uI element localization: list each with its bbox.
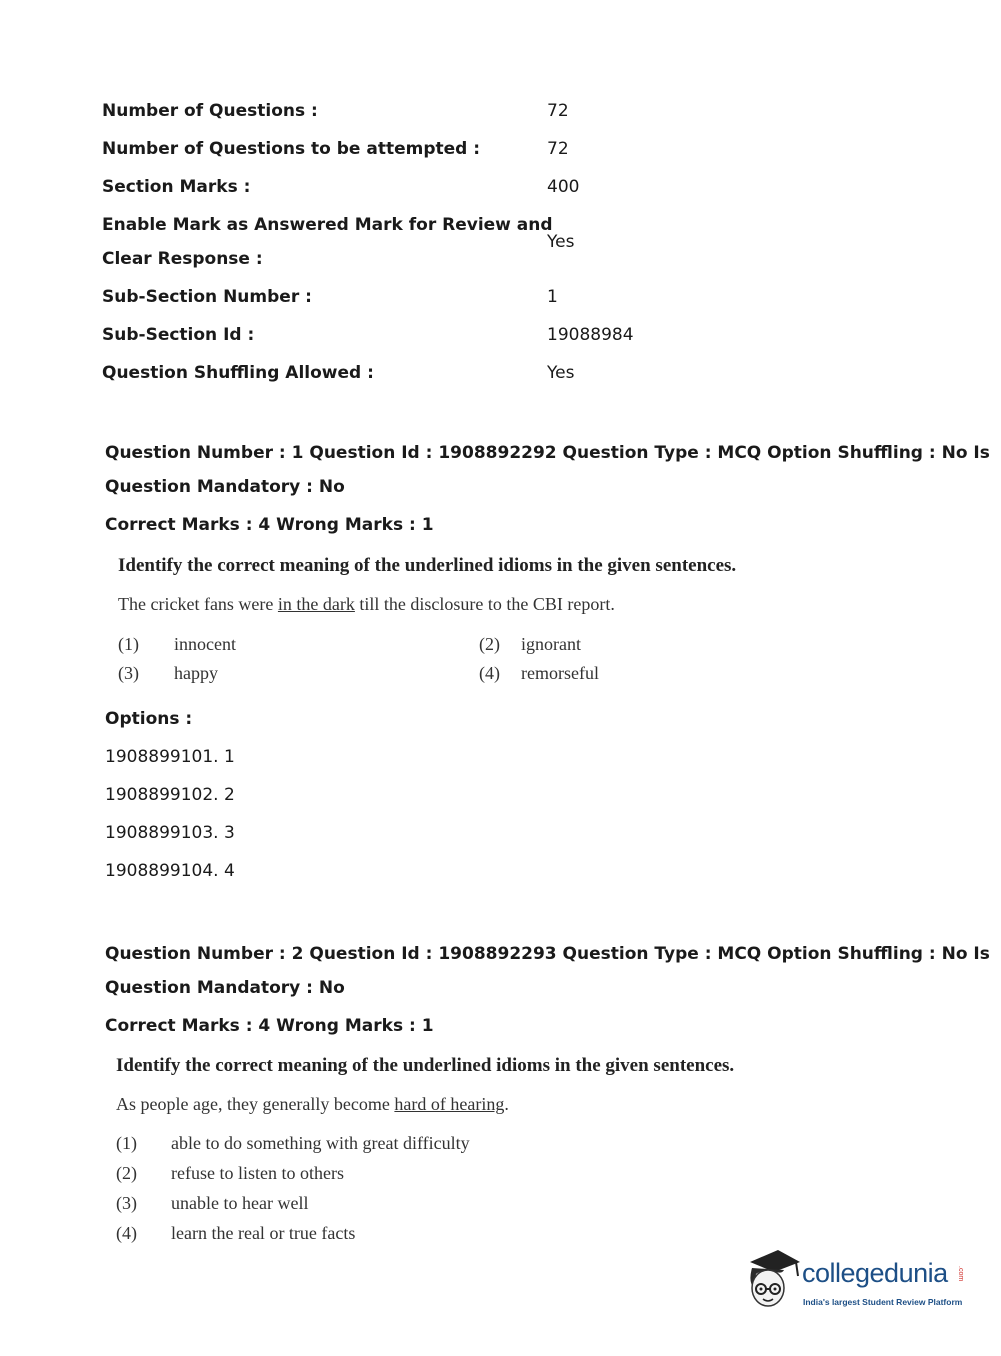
value-question-shuffling: Yes: [547, 363, 575, 383]
value-section-marks: 400: [547, 177, 580, 197]
value-questions-to-attempt: 72: [547, 139, 569, 159]
q1-sentence-before: The cricket fans were: [118, 594, 278, 614]
label-enable-mark-line2: Clear Response :: [102, 249, 263, 269]
q1-instruction: Identify the correct meaning of the underlined idioms in the given sentences.: [118, 555, 737, 576]
q2-choice-1-text: able to do something with great difficulty: [171, 1133, 470, 1153]
q2-marks: Correct Marks : 4 Wrong Marks : 1: [105, 1016, 434, 1036]
logo-tagline: India's largest Student Review Platform: [803, 1297, 963, 1307]
q1-marks: Correct Marks : 4 Wrong Marks : 1: [105, 515, 434, 535]
label-number-of-questions: Number of Questions :: [102, 101, 318, 121]
q1-option-3: 1908899103. 3: [105, 823, 235, 843]
label-question-shuffling: Question Shuffling Allowed :: [102, 363, 374, 383]
q1-choice-3-num: (3): [118, 663, 139, 683]
q1-choice-4-text: remorseful: [521, 663, 599, 683]
q1-choice-2-text: ignorant: [521, 634, 581, 654]
q1-sentence: [118, 594, 615, 615]
q1-header-line2: Question Mandatory : No: [105, 477, 345, 497]
q2-choice-2-text: refuse to listen to others: [171, 1163, 344, 1183]
q1-option-1: 1908899101. 1: [105, 747, 235, 767]
q1-option-4: 1908899104. 4: [105, 861, 235, 881]
q2-sentence-after: .: [504, 1094, 509, 1114]
q1-choice-3-text: happy: [174, 663, 218, 683]
q2-header-line1: Question Number : 2 Question Id : 1908892293 Question Type : MCQ Option Shuffling : No Is: [105, 944, 990, 964]
label-sub-section-number: Sub-Section Number :: [102, 287, 312, 307]
q2-sentence: [116, 1094, 509, 1115]
q2-choice-4-num: (4): [116, 1223, 137, 1243]
q1-options-label: Options :: [105, 709, 193, 729]
mascot-icon: [742, 1248, 804, 1312]
label-questions-to-attempt: Number of Questions to be attempted :: [102, 139, 481, 159]
q2-instruction: Identify the correct meaning of the underlined idioms in the given sentences.: [116, 1055, 735, 1076]
q1-choice-4-num: (4): [479, 663, 500, 683]
q2-choice-3-num: (3): [116, 1193, 137, 1213]
q2-choice-3-text: unable to hear well: [171, 1193, 309, 1213]
label-enable-mark-line1: Enable Mark as Answered Mark for Review and: [102, 215, 553, 235]
label-section-marks: Section Marks :: [102, 177, 251, 197]
value-enable-mark: Yes: [547, 232, 575, 252]
q1-option-2: 1908899102. 2: [105, 785, 235, 805]
q1-choice-1-text: innocent: [174, 634, 236, 654]
q1-sentence-after: till the disclosure to the CBI report.: [354, 594, 615, 614]
q2-choice-4-text: learn the real or true facts: [171, 1223, 356, 1243]
collegedunia-logo: [742, 1248, 972, 1318]
label-sub-section-id: Sub-Section Id :: [102, 325, 255, 345]
value-sub-section-number: 1: [547, 287, 558, 307]
q2-sentence-before: As people age, they generally become: [116, 1094, 395, 1114]
value-number-of-questions: 72: [547, 101, 569, 121]
q2-sentence-underlined: hard of hearing: [394, 1094, 505, 1114]
q1-sentence-underlined: in the dark: [277, 594, 355, 614]
q1-choice-1-num: (1): [118, 634, 139, 654]
q2-header-line2: Question Mandatory : No: [105, 978, 345, 998]
logo-wordmark: collegedunia: [802, 1258, 948, 1288]
logo-suffix: .com: [957, 1266, 964, 1282]
q2-choice-2-num: (2): [116, 1163, 137, 1183]
value-sub-section-id: 19088984: [547, 325, 634, 345]
q1-choice-2-num: (2): [479, 634, 500, 654]
q2-choice-1-num: (1): [116, 1133, 137, 1153]
q1-header-line1: Question Number : 1 Question Id : 1908892292 Question Type : MCQ Option Shuffling : No Is: [105, 443, 990, 463]
